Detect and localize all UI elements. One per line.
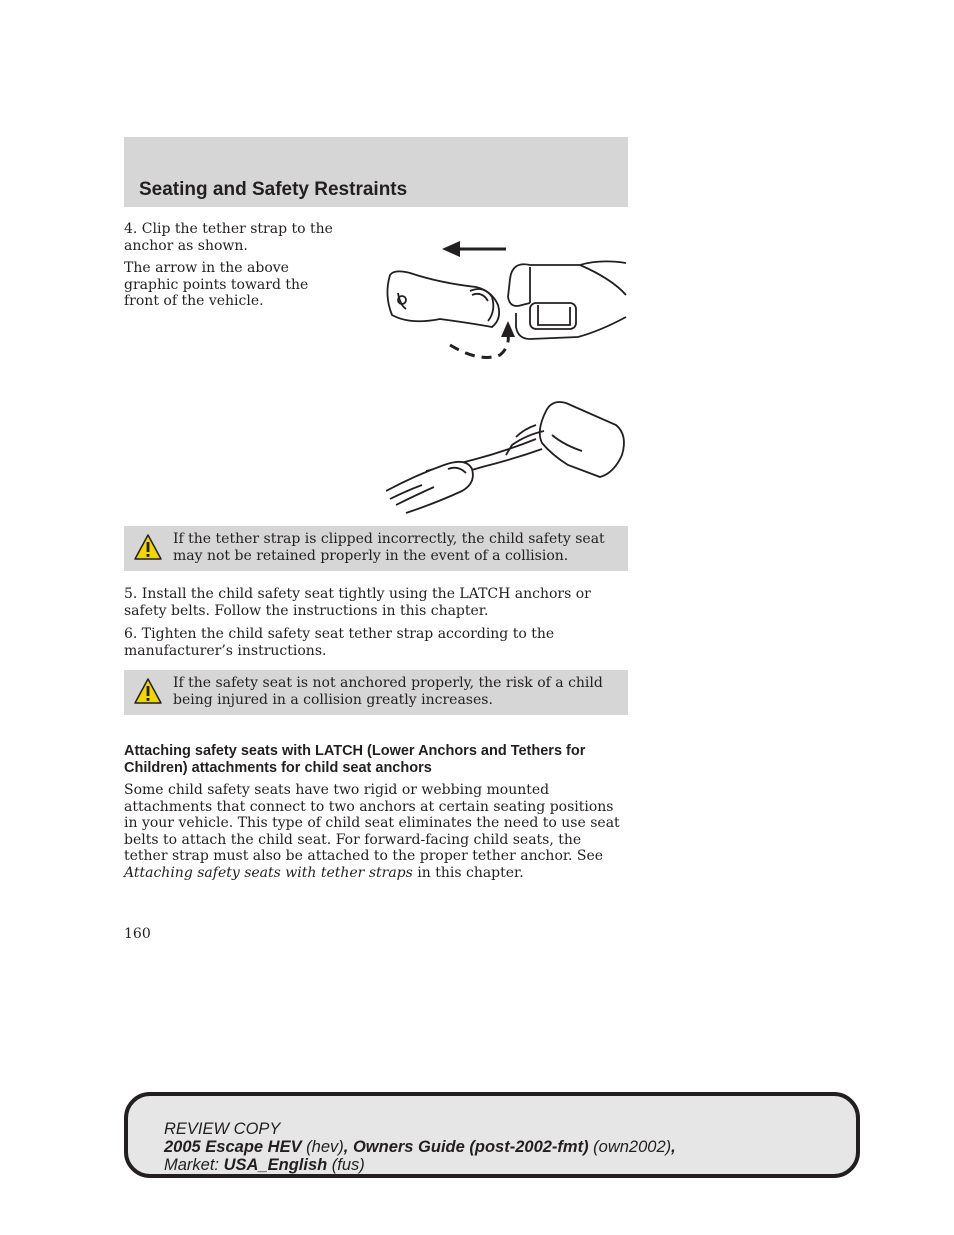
section-header <box>124 137 628 207</box>
warning-text-tether: If the tether strap is clipped incorrectly, the child safety seat may not be retained properly in the event of a collision. <box>173 531 605 564</box>
footer-sep-1: , <box>343 1138 353 1156</box>
footer-text <box>164 1120 676 1174</box>
footer-model-code: (hev) <box>301 1138 344 1156</box>
footer-market-code: (fus) <box>327 1156 365 1174</box>
tether-clipped-illustration <box>386 395 630 517</box>
front-arrow-icon <box>442 241 506 257</box>
latch-body <box>124 782 628 881</box>
latch-body-end: in this chapter. <box>412 864 524 881</box>
latch-heading: Attaching safety seats with LATCH (Lower Anchors and Tethers for Children) attachments for child seat anchors <box>124 743 586 776</box>
motion-arrow-icon <box>450 321 515 357</box>
warning-box-tether <box>124 526 628 571</box>
step-5-text: 5. Install the child safety seat tightly using the LATCH anchors or safety belts. Follow the instructions in this chapter. <box>124 586 591 619</box>
footer-model: 2005 Escape HEV <box>164 1138 302 1156</box>
anchor-bar-icon <box>508 261 626 339</box>
warning-text-anchor: If the safety seat is not anchored properly, the risk of a child being injured in a collision greatly increases. <box>173 675 603 708</box>
footer-sep-2: , <box>671 1138 676 1156</box>
footer-guide: Owners Guide (post-2002-fmt) <box>352 1138 589 1156</box>
tether-hook-icon <box>387 271 499 327</box>
section-title: Seating and Safety Restraints <box>139 179 408 200</box>
page-number: 160 <box>124 926 151 942</box>
arrow-note-text: The arrow in the above graphic points toward the front of the vehicle. <box>124 260 309 309</box>
step-6-text: 6. Tighten the child safety seat tether strap according to the manufacturer’s instructions. <box>124 626 555 659</box>
latch-body-start: Some child safety seats have two rigid or webbing mounted attachments that connect to two anchors at certain seating positions in your vehicle. This type of child seat eliminates the need to use seat belts to attach the child seat. For forward-facing child seats, the tether strap must also be attached to the proper tether anchor. See <box>124 782 620 864</box>
warning-box-anchor <box>124 670 628 715</box>
latch-body-reference: Attaching safety seats with tether straps <box>124 864 413 881</box>
footer-guide-code: (own2002) <box>588 1138 672 1156</box>
warning-triangle-icon <box>134 677 162 705</box>
warning-triangle-icon <box>134 533 162 561</box>
step-4-text: 4. Clip the tether strap to the anchor as shown. <box>124 221 333 254</box>
anchor-icon <box>540 402 624 477</box>
footer-market: USA_English <box>223 1156 328 1174</box>
tether-clip-illustration <box>380 235 630 370</box>
footer-review-copy: REVIEW COPY <box>164 1120 281 1138</box>
review-footer <box>124 1092 860 1178</box>
footer-market-label: Market: <box>164 1156 224 1174</box>
